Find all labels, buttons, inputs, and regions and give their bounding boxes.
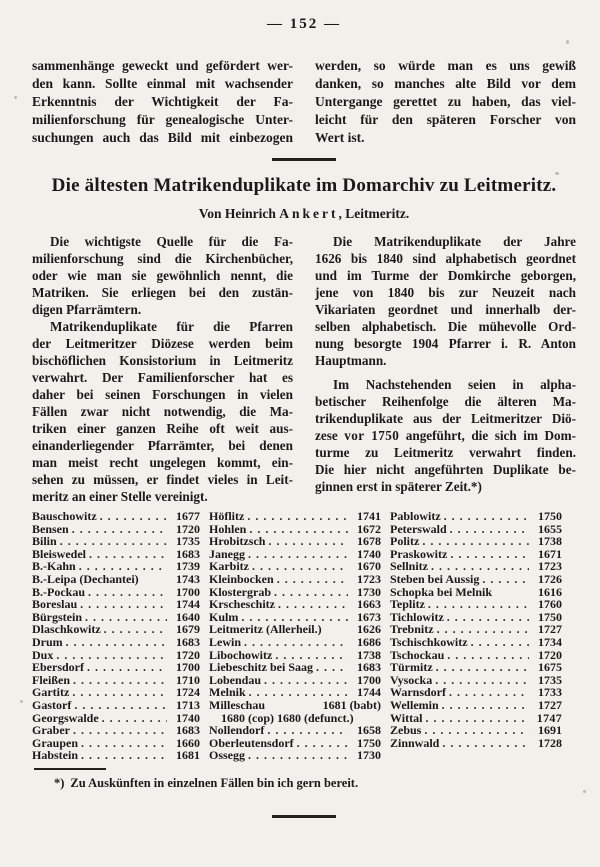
dot-leader [89,548,167,561]
dot-leader [274,586,348,599]
parish-name: Tschockau [390,647,445,662]
parish-name: Zinnwald [390,735,440,750]
dot-leader [428,598,529,611]
dot-leader [248,749,348,762]
dot-leader [247,510,348,523]
parish-name: Bauschowitz [32,509,97,523]
parish-name: Janegg [209,546,245,561]
text-line: Wert ist. [315,130,365,145]
dot-leader [60,535,167,548]
paragraph [315,57,576,147]
dot-leader [66,636,167,649]
register-year: 1658 [357,723,381,738]
text-line: turme zu Leitmeritz verwahrt finden. [315,445,576,460]
footnote-marker: *) [54,775,65,790]
scan-speck [14,96,17,99]
parish-name: Türmitz [390,660,433,675]
register-row [209,749,381,762]
dot-leader [267,724,348,737]
register-year: 1733 [538,685,562,700]
register-year: 1683 [176,546,200,561]
register-row [209,598,381,611]
parish-name: Dlaschkowitz [32,622,101,637]
register-row [390,661,562,674]
parish-name: Klostergrab [209,584,271,599]
register-year: 1640 [176,609,200,624]
dot-leader [278,598,348,611]
parish-name: Politz [390,534,420,549]
parish-name: Nollendorf [209,723,265,738]
dot-leader [81,737,167,750]
parish-name: Karbitz [209,559,249,574]
dot-leader [244,636,348,649]
text-line: Matriken. Sie erliegen bei den zustän- [32,285,293,300]
register-column-3 [390,510,562,762]
text-line: trikenduplikate aus der Leitmeritzer Diö- [315,411,576,426]
section-divider [272,158,336,161]
text-line: digen Pfarrämtern. [32,302,142,317]
text-line: Die Matrikenduplikate der Jahre [333,234,576,249]
parish-name: Georgswalde [32,710,99,725]
body-left-column [32,233,293,505]
parish-name: Krscheschitz [209,597,275,612]
text-line: milienforschung für genealogische Unter- [32,112,293,127]
dot-leader [268,535,348,548]
register-year: 1673 [357,609,381,624]
dot-leader [471,636,529,649]
text-line: selben alphabetisch. Die mühevolle Ord- [315,319,576,334]
register-row [209,510,381,523]
article-byline [32,205,576,223]
dot-leader [447,611,529,624]
text-line: und im Turme der Domkirche geborgen, [315,268,576,283]
parish-name: B.-Pockau [32,584,86,599]
text-line: 1626 bis 1840 sind alphabetisch geordnet [315,251,576,266]
dot-leader [447,649,529,662]
dot-leader [87,661,167,674]
dot-leader [104,623,167,636]
register-year: 1740 [357,546,381,561]
text-line: zese vor 1750 angeführt, die sich im Dom- [315,428,576,443]
article-body [32,233,576,505]
parish-name: Pablowitz [390,509,441,523]
dot-leader [297,737,348,750]
dot-leader [277,573,348,586]
parish-name: Lobendau [209,672,262,687]
dot-leader [72,686,167,699]
parish-name: Sellnitz [390,559,428,574]
register-year: 1616 [538,584,562,599]
scan-speck [20,700,23,703]
parish-name: Kleinbocken [209,571,274,586]
text-line: milienforschung sind die Kirchenbücher, [32,251,293,266]
text-line: bischöflichen Konsistorium in Leitmeritz [32,353,293,368]
text-line: einanderliegender Pfarrämter, bei denen [32,438,293,453]
dot-leader [248,548,348,561]
register-year: 1720 [176,647,200,662]
parish-name: Zebus [390,723,422,738]
parish-name: Libochowitz [209,647,273,662]
register-year: 1675 [538,660,562,675]
dot-leader [436,661,529,674]
register-year: 1750 [357,735,381,750]
dot-leader [449,686,529,699]
dot-leader [102,712,167,725]
register-row [32,636,200,649]
parish-name: Graupen [32,735,79,750]
register-row [209,535,381,548]
parish-name: Milleschau [209,697,265,712]
text-line: jene von 1840 bis zur Neuzeit nach [315,285,576,300]
register-year: 1671 [538,546,562,561]
page-number: — 152 — [267,16,341,32]
parish-name: Graber [32,723,70,738]
paragraph [32,57,293,147]
register-year: 1713 [176,697,200,712]
register-row: 1680 (cop) 1680 (defunct.) [221,710,354,725]
register-row [32,523,200,536]
register-year: 1700 [176,660,200,675]
parish-name: Tichlowitz [390,609,444,624]
body-right-column [315,233,576,505]
register-year: 1723 [538,559,562,574]
register-year: 1730 [357,748,381,763]
register-year: 1655 [538,521,562,536]
dot-leader [425,712,529,725]
register-year: 1744 [176,597,200,612]
footnote [32,775,576,791]
parish-name: Oberleutensdorf [209,735,294,750]
register-year: 1691 [538,723,562,738]
paragraph [32,233,293,318]
parish-name: Wittal [390,710,423,725]
register-year: 1739 [176,559,200,574]
parish-name: Boreslau [32,597,78,612]
text-line: danken, so manches alte Bild vor dem [315,76,576,91]
dot-leader [442,737,529,750]
text-line: den kann. Sollte einmal mit wachsender [32,76,293,91]
register-row [209,724,381,737]
register-year: 1727 [538,697,562,712]
parish-name: Warnsdorf [390,685,447,700]
text-line: Hauptmann. [315,353,387,368]
text-line: Fällen zwar nicht notwendig, die Ma- [32,404,293,419]
register-year: 1735 [538,672,562,687]
parish-name: Schopka bei Melnik [390,584,493,599]
byline-suffix: , Leitmeritz. [338,206,410,221]
parish-name: Leitmeritz (Allerheil.) [209,622,322,637]
register-row [390,636,562,649]
text-line: meritz an einer Stelle vereinigt. [32,489,208,504]
article-title: Die ältesten Matrikenduplikate im Domarchiv zu Leitmeritz. [51,175,557,196]
dot-leader [74,699,167,712]
parish-name: Liebeschitz bei Saag [209,660,313,675]
register-row [390,699,562,712]
text-line: sammenhänge geweckt und gefördert wer- [32,58,293,73]
text-line: Die wichtigste Quelle für die Fa- [50,234,293,249]
register-year: 1750 [538,609,562,624]
dot-leader [88,586,167,599]
dot-leader [100,510,167,523]
dot-leader [316,661,348,674]
register-year: 1743 [176,571,200,586]
text-line: sehen zu müssen, er findet vieles in Leit- [32,472,293,487]
text-line: Im Nachstehenden seien in alpha- [333,377,576,392]
dot-leader [424,724,529,737]
register-column-2 [209,510,381,762]
text-line: der Leitmeritzer Diözese werden beim [32,336,293,351]
register-year: 1678 [357,534,381,549]
parish-name: Tschischkowitz [390,634,468,649]
parish-name: B.-Kahn [32,559,76,574]
register-row [209,573,381,586]
register-year: 1740 [176,710,200,725]
dot-leader [450,548,529,561]
parish-name: Melnik [209,685,246,700]
text-line: werden, so würde man es uns gewiß [315,58,576,73]
byline-prefix: Von Heinrich [198,206,276,221]
register-year: 1670 [357,559,381,574]
register-row [32,598,200,611]
intro-left-column [32,57,293,147]
text-line: leicht für den späteren Forscher von [315,112,576,127]
footnote-text: Zu Auskünften in einzelnen Fällen bin ich gern bereit. [70,775,359,790]
register-row [390,598,562,611]
dot-leader [422,535,529,548]
paragraph [315,376,576,495]
register-year: 1728 [538,735,562,750]
register-year: 1738 [357,647,381,662]
dot-leader [435,674,529,687]
dot-leader [444,510,529,523]
register-year: 1710 [176,672,200,687]
parish-name: Gartitz [32,685,70,700]
parish-name: Habstein [32,748,79,763]
dot-leader [450,523,529,536]
register-year: 1720 [176,521,200,536]
dot-leader [482,573,529,586]
parish-name: Gastorf [32,697,72,712]
text-line: oder wie man sie gewöhnlich nennt, die [32,268,293,283]
dot-leader [80,598,167,611]
register-row [32,661,200,674]
text-line: ginnen erst in späterer Zeit.*) [315,479,482,494]
dot-leader [442,699,529,712]
register-row [32,535,200,548]
dot-leader [72,523,167,536]
register-year: 1660 [176,735,200,750]
register-row [390,737,562,750]
intro-section [32,57,576,147]
parish-name: Ossegg [209,748,245,763]
text-line: nung besorgte 1904 Pfarrer i. R. Anton [315,336,576,351]
parish-name: Hrobitzsch [209,534,266,549]
register-year: 1735 [176,534,200,549]
parish-name: Ebersdorf [32,660,84,675]
scan-speck [583,790,586,793]
register-year: 1663 [357,597,381,612]
scan-speck [555,172,559,175]
dot-leader [81,749,167,762]
register-year: 1626 [357,622,381,637]
parish-name: Dux [32,647,54,662]
register-year: 1677 [176,509,200,523]
register-year: 1724 [176,685,200,700]
register-year: 1700 [176,584,200,599]
register-row [390,573,562,586]
parish-name: Bilin [32,534,57,549]
register-column-1 [32,510,200,762]
parish-name: Wellemin [390,697,439,712]
register-year: 1700 [357,672,381,687]
dot-leader [73,724,167,737]
text-line: triken einer ganzen Reihe oft weit aus- [32,421,293,436]
register-year: 1681 [176,748,200,763]
scan-speck [566,40,569,44]
register-year: 1672 [357,521,381,536]
register-year: 1738 [538,534,562,549]
register-year: 1760 [538,597,562,612]
dot-leader [73,674,167,687]
parish-name: Lewin [209,634,242,649]
register-row [390,724,562,737]
paragraph [32,318,293,505]
article-end-divider [272,815,336,818]
register-year: 1730 [357,584,381,599]
register-year: 1734 [538,634,562,649]
parish-name: Trebnitz [390,622,434,637]
register-year: 1741 [357,509,381,523]
parish-name: B.-Leipa (Dechantei) [32,571,139,586]
register-row [32,749,200,762]
parish-name: Praskowitz [390,546,448,561]
paragraph [315,233,576,369]
text-line: Die hier nicht angeführten Duplikate be- [315,462,576,477]
text-line: betischer Reihenfolge die älteren Ma- [315,394,576,409]
text-line: Erkenntnis der Wichtigkeit der Fa- [32,94,293,109]
text-line: Matrikenduplikate für die Pfarren [50,319,293,334]
footnote-divider [34,768,106,770]
register-row [32,573,200,586]
parish-name: Peterswald [390,521,447,536]
parish-name: Hohlen [209,521,247,536]
text-line: suchungen auch das Bild mit einbezogen [32,130,293,145]
register-year: 1723 [357,571,381,586]
parish-name: Vysocka [390,672,433,687]
register-row [209,699,381,712]
register-row [32,699,200,712]
parish-name: Höflitz [209,509,245,523]
parish-register [32,510,576,762]
register-year: 1726 [538,571,562,586]
parish-name: Drum [32,634,63,649]
register-year: 1747 [536,710,562,725]
text-line: Untergange gerettet zu haben, das viel- [315,94,576,109]
parish-name: Fleißen [32,672,70,687]
register-row [390,535,562,548]
parish-name: Bleiswedel [32,546,86,561]
register-year: 1683 [176,634,200,649]
register-year: 1744 [357,685,381,700]
register-year: 1686 [357,634,381,649]
register-row [390,510,562,523]
register-year: 1720 [538,647,562,662]
parish-name: Bensen [32,521,69,536]
text-line: verwahrt. Der Familienforscher hat es [32,370,293,385]
dot-leader [264,674,348,687]
parish-name: Kulm [209,609,239,624]
intro-right-column [315,57,576,147]
text-line: Vikariaten geordnet und innerhalb der- [315,302,576,317]
text-line: daher bei seinen Forschungen in vielen [32,387,293,402]
register-year: 1683 [176,723,200,738]
parish-name: Teplitz [390,597,425,612]
register-year: 1750 [538,509,562,523]
register-year: 1727 [538,622,562,637]
register-year: 1681 (babt) [322,697,381,712]
register-year: 1683 [357,660,381,675]
register-row [32,724,200,737]
author-name: Ankert [279,206,339,221]
register-row [32,510,200,523]
register-year: 1679 [176,622,200,637]
parish-name: Steben bei Aussig [390,571,480,586]
parish-name: Bürgstein [32,609,83,624]
register-row [209,661,381,674]
register-row [209,636,381,649]
text-line: man meist recht ungelegen kommt, ein- [32,455,293,470]
